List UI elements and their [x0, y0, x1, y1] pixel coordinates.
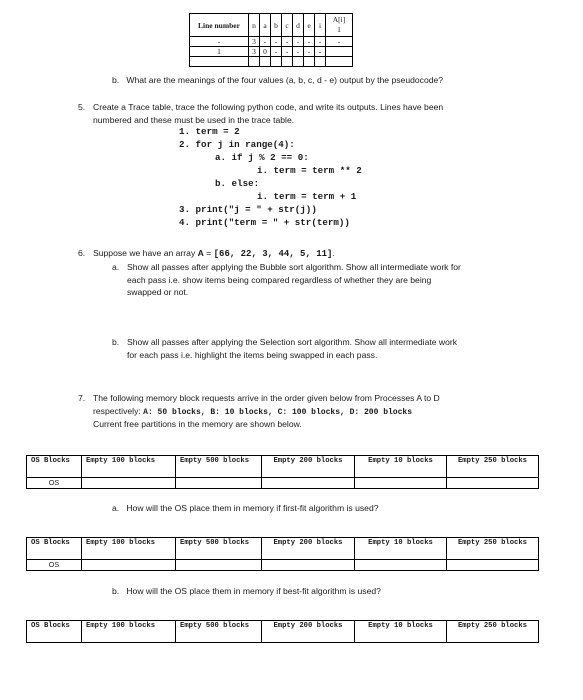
code-line: b. else:: [215, 178, 260, 189]
memory-cell: Empty 200 blocks: [262, 538, 355, 560]
trace-cell: 3: [249, 47, 260, 57]
question-7b-number: b.: [112, 586, 120, 596]
question-7a-number: a.: [112, 503, 120, 513]
trace-cell: -: [304, 37, 315, 47]
memory-os-cell: OS: [27, 560, 82, 571]
memory-table: [26, 620, 539, 643]
trace-cell: [293, 57, 304, 67]
trace-header-n: n: [249, 14, 260, 37]
memory-cell: Empty 10 blocks: [355, 456, 447, 478]
code-line: i. term = term + 1: [257, 191, 357, 202]
trace-header-b: b: [271, 14, 282, 37]
trace-cell: [249, 57, 260, 67]
array-values: [66, 22, 3, 44, 5, 11]: [213, 249, 333, 259]
trace-cell: [326, 57, 353, 67]
trace-table-row: [190, 37, 353, 47]
memory-cell: [82, 560, 176, 571]
memory-cell: Empty 500 blocks: [176, 456, 262, 478]
trace-cell: [315, 57, 326, 67]
memory-table: [26, 537, 539, 571]
memory-cell: [262, 560, 355, 571]
memory-cell: [262, 478, 355, 489]
question-6-intro: [93, 247, 335, 261]
question-7a: [112, 502, 379, 515]
trace-cell: [190, 57, 249, 67]
memory-cell: OS Blocks: [27, 456, 82, 478]
memory-row: [27, 456, 539, 478]
trace-cell: -: [293, 47, 304, 57]
memory-cell: [355, 560, 447, 571]
memory-row: [27, 538, 539, 560]
trace-cell: [304, 57, 315, 67]
memory-cell: OS Blocks: [27, 538, 82, 560]
question-6b-line: for each pass i.e. highlight the items being swapped in each pass.: [127, 349, 378, 360]
memory-cell: OS Blocks: [27, 621, 82, 643]
memory-row: [27, 621, 539, 643]
memory-cell: [355, 478, 447, 489]
trace-cell: 0: [260, 47, 271, 57]
trace-cell: [326, 47, 353, 57]
trace-cell: -: [304, 47, 315, 57]
memory-cell: Empty 500 blocks: [176, 621, 262, 643]
question-7-line-3: Current free partitions in the memory are shown below.: [93, 419, 302, 429]
memory-table: [26, 455, 539, 489]
memory-table-2-wrapper: [26, 537, 539, 571]
question-6a-line: each pass i.e. show items being compared regardless of whether they are being: [127, 274, 432, 285]
memory-os-cell: OS: [27, 478, 82, 489]
code-line: a. if j % 2 == 0:: [215, 152, 309, 163]
trace-table-row: [190, 57, 353, 67]
trace-header-e: e: [304, 14, 315, 37]
trace-header-d: d: [293, 14, 304, 37]
trace-header-line-number: Line number: [190, 14, 249, 37]
question-7-line-2-prefix: respectively:: [93, 406, 144, 416]
memory-cell: Empty 200 blocks: [262, 456, 355, 478]
trace-header-a-i: [326, 14, 353, 37]
memory-cell: Empty 10 blocks: [355, 538, 447, 560]
trace-cell: 3: [249, 37, 260, 47]
code-line: 4. print("term = " + str(term)): [179, 217, 350, 228]
trace-cell: [260, 57, 271, 67]
memory-cell: [447, 478, 539, 489]
code-line: 1. term = 2: [179, 126, 240, 137]
memory-cell: [176, 560, 262, 571]
question-7-line-1: The following memory block requests arrive in the order given below from Processes A to D: [93, 393, 440, 403]
question-5-line-1: Create a Trace table, trace the following python code, and write its outputs. Lines have been: [93, 102, 444, 112]
memory-row: [27, 478, 539, 489]
code-line: 3. print("j = " + str(j)): [179, 204, 317, 215]
trace-header-a: a: [260, 14, 271, 37]
question-5-line-2: numbered and these must be used in the trace table.: [93, 115, 295, 125]
memory-cell: [82, 478, 176, 489]
memory-cell: [176, 478, 262, 489]
memory-cell: Empty 10 blocks: [355, 621, 447, 643]
trace-cell: -: [326, 37, 353, 47]
memory-cell: Empty 250 blocks: [447, 621, 539, 643]
question-7a-text: How will the OS place them in memory if first-fit algorithm is used?: [126, 503, 379, 513]
trace-cell: -: [271, 37, 282, 47]
question-7-number: 7.: [78, 393, 86, 403]
trace-cell: -: [260, 37, 271, 47]
trace-cell: [282, 57, 293, 67]
memory-cell: Empty 100 blocks: [82, 538, 176, 560]
array-name: A: [197, 248, 204, 258]
trace-table-row: [190, 47, 353, 57]
memory-cell: Empty 200 blocks: [262, 621, 355, 643]
trace-cell: 1: [190, 47, 249, 57]
code-line: 2. for j in range(4):: [179, 139, 295, 150]
trace-table: [189, 13, 353, 67]
equals-sign: =: [203, 248, 214, 258]
memory-cell: Empty 500 blocks: [176, 538, 262, 560]
question-6b-line: Show all passes after applying the Selection sort algorithm. Show all intermediate work: [127, 337, 458, 347]
question-7b: [112, 585, 381, 598]
memory-row: [27, 560, 539, 571]
question-6b-number: b.: [112, 337, 120, 347]
memory-cell: Empty 250 blocks: [447, 456, 539, 478]
memory-cell: Empty 250 blocks: [447, 538, 539, 560]
trace-cell: -: [315, 47, 326, 57]
question-4b-text: What are the meanings of the four values (a, b, c, d - e) output by the pseudocode?: [126, 75, 444, 85]
trace-cell: -: [282, 47, 293, 57]
trace-header-i: i: [315, 14, 326, 37]
question-6a-line: Show all passes after applying the Bubble sort algorithm. Show all intermediate work for: [127, 262, 461, 272]
question-6a-text: [127, 261, 461, 299]
question-6-intro-text: Suppose we have an array: [93, 248, 198, 258]
trace-table-wrapper: [189, 13, 353, 67]
memory-table-3-wrapper: [26, 620, 539, 643]
memory-table-1-wrapper: [26, 455, 539, 489]
question-5-number: 5.: [78, 102, 86, 112]
memory-cell: [447, 560, 539, 571]
trace-cell: [271, 57, 282, 67]
trace-cell: -: [315, 37, 326, 47]
period: .: [332, 248, 335, 258]
memory-requests: A: 50 blocks, B: 10 blocks, C: 100 blocks, D: 200 blocks: [143, 408, 412, 417]
question-6-number: 6.: [78, 248, 86, 258]
trace-header-a-i-label: A[i]: [332, 15, 346, 24]
question-7b-text: How will the OS place them in memory if best-fit algorithm is used?: [126, 586, 381, 596]
question-4b: [112, 74, 443, 87]
memory-cell: Empty 100 blocks: [82, 456, 176, 478]
trace-cell: -: [190, 37, 249, 47]
trace-table-header-row: [190, 14, 353, 37]
memory-cell: Empty 100 blocks: [82, 621, 176, 643]
question-6a-line: swapped or not.: [127, 287, 189, 297]
trace-cell: -: [293, 37, 304, 47]
question-6a-number: a.: [112, 262, 120, 272]
trace-cell: -: [271, 47, 282, 57]
question-6b-text: [127, 336, 457, 361]
trace-header-c: c: [282, 14, 293, 37]
trace-cell: -: [282, 37, 293, 47]
code-line: i. term = term ** 2: [257, 165, 362, 176]
question-4b-number: b.: [112, 75, 120, 85]
trace-header-a-i-value: 1: [337, 25, 341, 34]
